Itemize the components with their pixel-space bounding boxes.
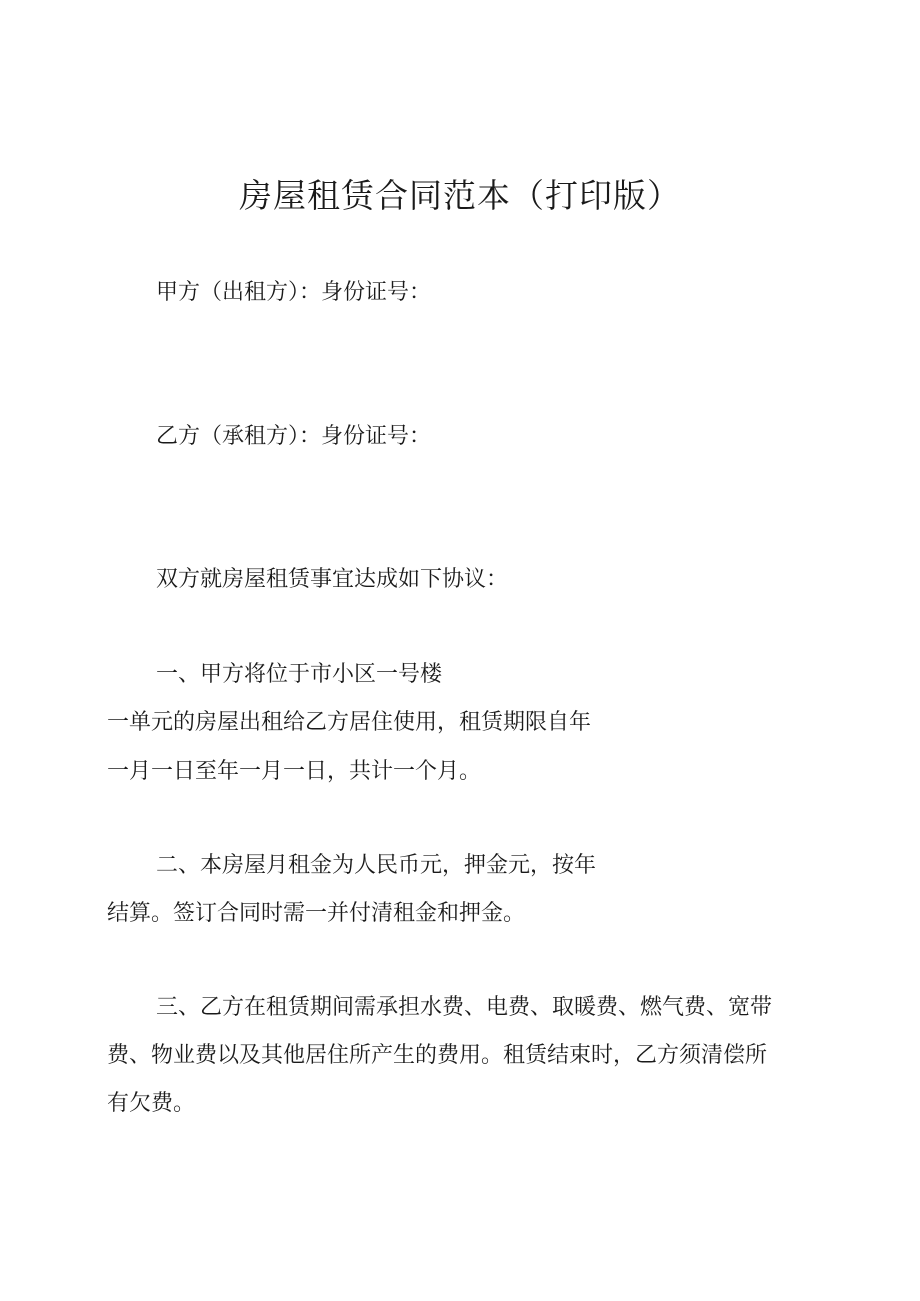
clause-2-line-2: 结算。签订合同时需一并付清租金和押金。 bbox=[107, 901, 526, 926]
clause-2-line-1: 二、本房屋月租金为人民币元，押金元，按年 bbox=[156, 853, 597, 878]
clause-3-line-2: 费、物业费以及其他居住所产生的费用。租赁结束时，乙方须清偿所 bbox=[107, 1043, 768, 1068]
party-a-line: 甲方（出租方）：身份证号： bbox=[156, 280, 432, 305]
clause-1-line-3: 一月一日至年一月一日，共计一个月。 bbox=[107, 759, 482, 784]
document-title: 房屋租赁合同范本（打印版） bbox=[239, 176, 681, 215]
clause-3-line-1: 三、乙方在租赁期间需承担水费、电费、取暖费、燃气费、宽带 bbox=[156, 995, 773, 1020]
clause-1-line-1: 一、甲方将位于市小区一号楼 bbox=[156, 662, 443, 687]
agreement-intro: 双方就房屋租赁事宜达成如下协议： bbox=[156, 567, 509, 592]
clause-3-line-3: 有欠费。 bbox=[107, 1091, 196, 1116]
party-b-line: 乙方（承租方）：身份证号： bbox=[156, 424, 432, 449]
clause-1-line-2: 一单元的房屋出租给乙方居住使用，租赁期限自年 bbox=[107, 710, 592, 735]
